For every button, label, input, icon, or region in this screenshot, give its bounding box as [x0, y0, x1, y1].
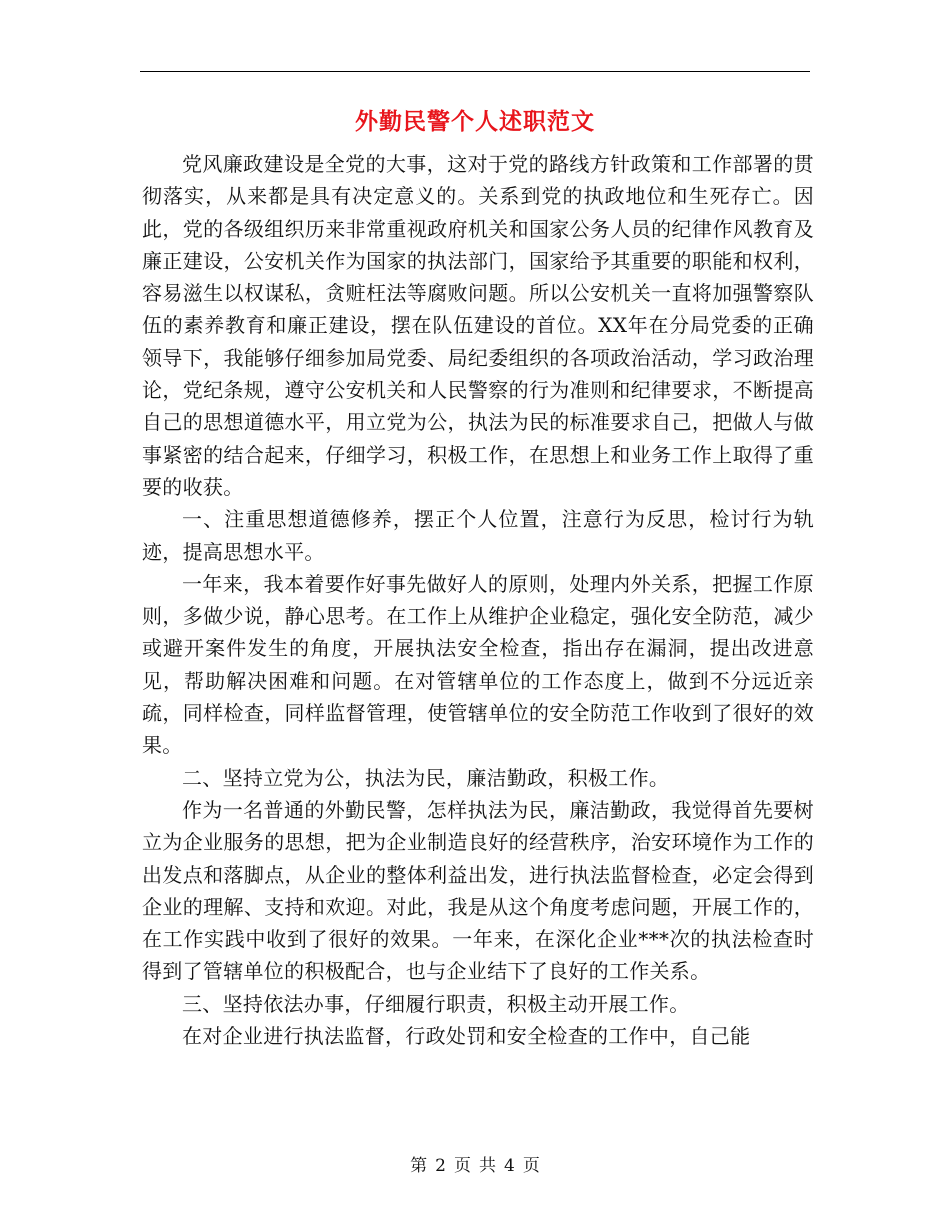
section-heading-3: 三、坚持依法办事，仔细履行职责，积极主动开展工作。 — [182, 991, 690, 1016]
page-total-prefix: 共 — [479, 1156, 496, 1176]
page-current-number: 2 — [435, 1156, 446, 1176]
page-label-prefix: 第 — [410, 1156, 428, 1176]
paragraph-section-3: 在对企业进行执法监督，行政处罚和安全检查的工作中，自己能 — [182, 1024, 751, 1049]
page-footer — [0, 1155, 950, 1177]
paragraph-section-1: 一年来，我本着要作好事先做好人的原则，处理内外关系，把握工作原则，多做少说，静心思考。在工作上从维护企业稳定，强化安全防范，减少或避开案件发生的角度，开展执法安全检查，指出存在漏洞，提出改进意见，帮助解决困难和问题。在对管辖单位的工作态度上，做到不分远近亲疏，同样检查，同样监督管理，使管辖单位的安全防范工作收到了很好的效果。 — [142, 571, 814, 758]
page-total-number: 4 — [504, 1156, 515, 1176]
document-title: 外勤民警个人述职范文 — [355, 108, 595, 135]
section-heading-1: 一、注重思想道德修养，摆正个人位置，注意行为反思，检讨行为轨迹，提高思想水平。 — [142, 507, 814, 564]
paragraph-section-2: 作为一名普通的外勤民警，怎样执法为民，廉洁勤政，我觉得首先要树立为企业服务的思想，把为企业制造良好的经营秩序，治安环境作为工作的出发点和落脚点，从企业的整体利益出发，进行执法监督检查，必定会得到企业的理解、支持和欢迎。对此，我是从这个角度考虑问题，开展工作的，在工作实践中收到了很好的效果。一年来，在深化企业***次的执法检查时得到了管辖单位的积极配合，也与企业结下了良好的工作关系。 — [142, 797, 814, 984]
section-heading-2: 二、坚持立党为公，执法为民，廉洁勤政，积极工作。 — [182, 765, 670, 790]
header-rule — [140, 71, 810, 72]
paragraph-intro: 党风廉政建设是全党的大事，这对于党的路线方针政策和工作部署的贯彻落实，从来都是具有决定意义的。关系到党的执政地位和生死存亡。因此，党的各级组织历来非常重视政府机关和国家公务人员的纪律作风教育及廉正建设，公安机关作为国家的执法部门，国家给予其重要的职能和权利，容易滋生以权谋私，贪赃枉法等腐败问题。所以公安机关一直将加强警察队伍的素养教育和廉正建设，摆在队伍建设的首位。XX年在分局党委的正确领导下，我能够仔细参加局党委、局纪委组织的各项政治活动，学习政治理论，党纪条规，遵守公安机关和人民警察的行为准则和纪律要求，不断提高自己的思想道德水平，用立党为公，执法为民的标准要求自己，把做人与做事紧密的结合起来，仔细学习，积极工作，在思想上和业务工作上取得了重要的收获。 — [142, 152, 814, 499]
document-body — [142, 148, 814, 1052]
page-label-suffix: 页 — [522, 1156, 540, 1176]
page-label-mid: 页 — [454, 1156, 471, 1176]
